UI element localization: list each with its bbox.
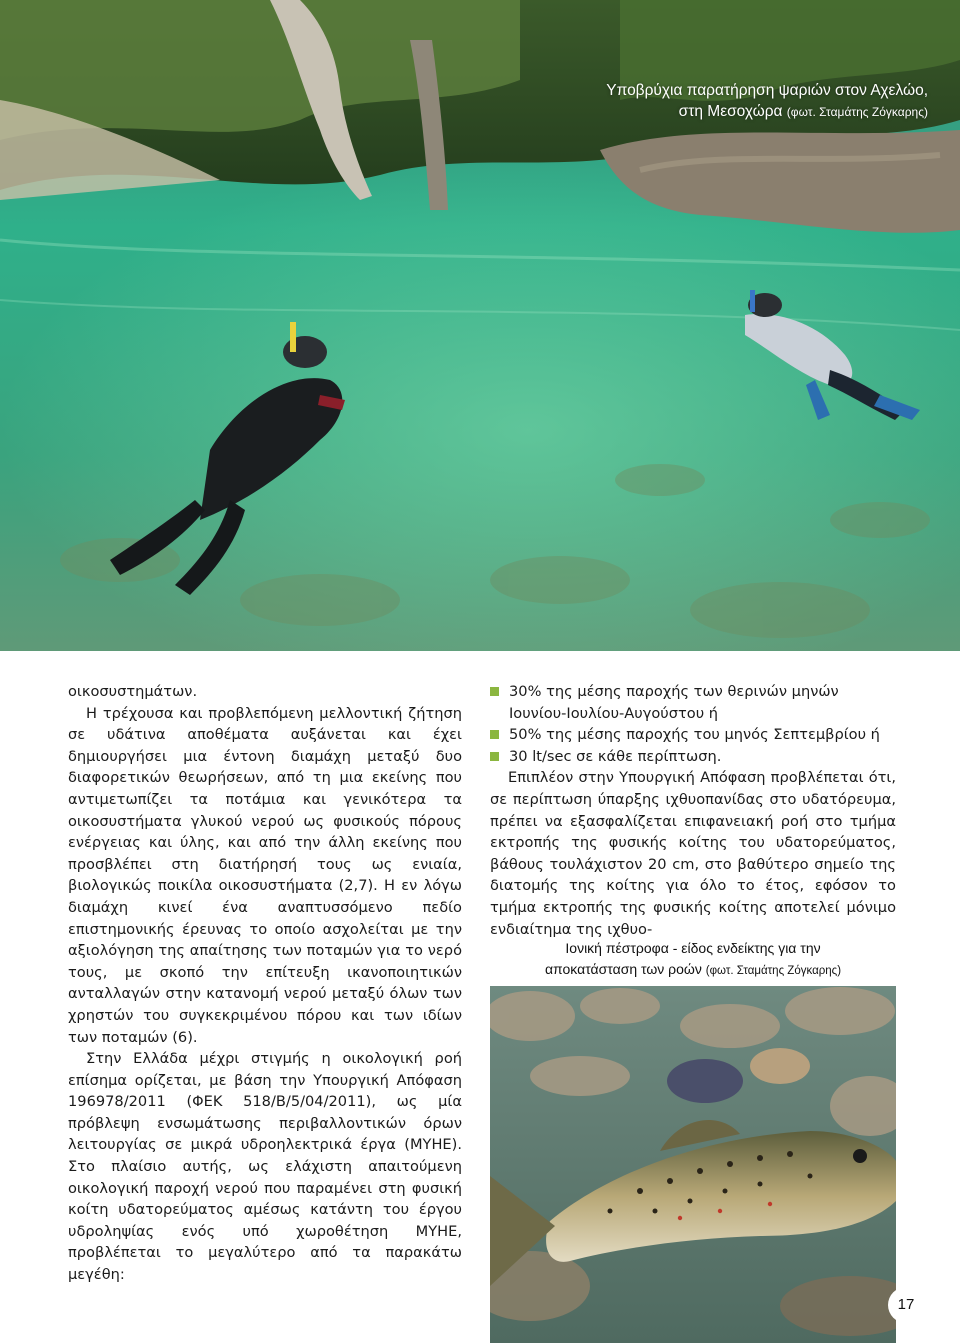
flow-criterion-3: 30 lt/sec σε κάθε περίπτωση. bbox=[490, 746, 896, 768]
fish-caption-line2: αποκατάσταση των ροών bbox=[544, 961, 702, 977]
fish-caption-line1: Ιονική πέστροφα - είδος ενδείκτης για την bbox=[565, 940, 821, 956]
flow-criterion-1: 30% της μέσης παροχής των θερινών μηνών Ιουνίου-Ιουλίου-Αυγούστου ή bbox=[490, 681, 896, 724]
flow-criteria-list bbox=[490, 681, 896, 767]
right-text-column bbox=[490, 681, 896, 940]
fish-photo-caption bbox=[490, 938, 896, 982]
top-caption-line2: στη Μεσοχώρα bbox=[678, 103, 783, 120]
left-paragraph-3: Στην Ελλάδα μέχρι στιγμής η οικολογική ροή επίσημα ορίζεται, με βάση την Υπουργική Απόφαση 196978/2011 (ΦΕΚ 518/Β/5/04/2011), ως μία πρόβλεψη ενσωμάτωσης περιβαλλοντικών όρων λειτουργίας σε μικρά υδροηλεκτρικά έργα (ΜΥΗΕ). Στο πλαίσιο αυτής, ως ελάχιστη απαιτούμενη οικολογική παροχή νερού που παραμένει στη φυσική κοίτη υδατορεύματος αμέσως κατάντη του έργου υδροληψίας ενός υπό χωροθέτηση ΜΥΗΕ, προβλέπεται το μεγαλύτερο από τα παρακάτω μεγέθη: bbox=[68, 1050, 462, 1284]
left-text-column bbox=[68, 681, 462, 1286]
fish-caption-credit: (φωτ. Σταμάτης Ζόγκαρης) bbox=[705, 965, 842, 977]
left-paragraph-1: οικοσυστημάτων. bbox=[68, 683, 198, 700]
left-paragraph-2: Η τρέχουσα και προβλεπόμενη μελλοντική ζήτηση σε υδάτινα αποθέματα αυξάνεται και έχει δημιουργήσει μια έντονη διαμάχη μεταξύ δυο διαφορετικών θεωρήσεων, από τη μια εκείνης που αντιμετωπίζει τα ποτάμια και γενικότερα τα οικοσυστήματα γλυκού νερού ως φυσικούς πόρους ενέργειας και ύλης, και από την άλλη εκείνης που προσβλέπει στη διατήρησή τους ως ενιαία, βιολογικώς ποικίλα οικοσυστήματα (2,7). Η εν λόγω διαμάχη κινεί ένα αναπτυσσόμενο πεδίο επιστημονικής έρευνας το οποίο ασχολείται με την αξιολόγηση της απαίτησης των ποταμών για το νερό τους, με σκοπό την επίτευξη ικανοποιητικών ανταλλαγών στην κατανομή νερού μεταξύ όλων των χρηστών του συγκεκριμένου πόρου και των ιδίων των ποταμών (6). bbox=[68, 704, 462, 1046]
flow-criterion-2: 50% της μέσης παροχής του μηνός Σεπτεμβρίου ή bbox=[490, 724, 896, 746]
top-caption-line1: Υποβρύχια παρατήρηση ψαριών στον Αχελώο, bbox=[606, 82, 928, 99]
trout-illustration bbox=[490, 986, 896, 1343]
page-number: 17 bbox=[888, 1287, 924, 1323]
right-paragraph-1: Επιπλέον στην Υπουργική Απόφαση προβλέπεται ότι, σε περίπτωση ύπαρξης ιχθυοπανίδας στο υδατόρευμα, πρέπει να εξασφαλίζεται επιφανειακή ροή στο τμήμα εκτροπής της φυσικής κοίτης του υδατορεύματος, βάθους τουλάχιστον 20 cm, στο βαθύτερο σημείο της διατομής της κοίτης για όλο το έτος, εφόσον το τμήμα εκτροπής της φυσικής κοίτης αποτελεί μόνιμο ενδιαίτημα της ιχθυο- bbox=[490, 769, 896, 938]
top-photo-caption bbox=[606, 80, 928, 123]
trout-photo bbox=[490, 986, 896, 1343]
top-caption-credit: (φωτ. Σταμάτης Ζόγκαρης) bbox=[786, 105, 928, 119]
